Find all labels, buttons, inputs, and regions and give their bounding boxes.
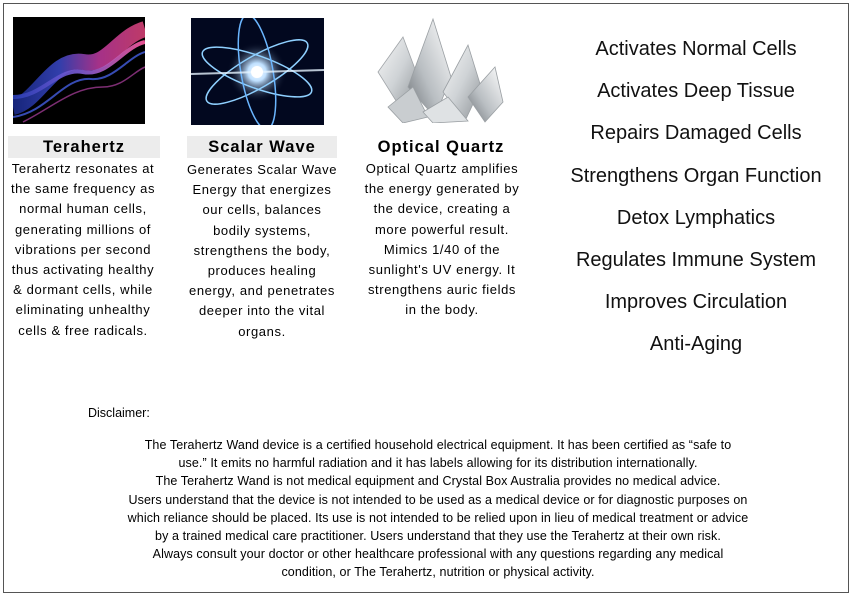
disclaimer-line: Always consult your doctor or other healthcare professional with any questions regarding any medical — [152, 547, 724, 562]
disclaimer-line: Users understand that the device is not intended to be used as a medical device or for diagnostic purposes on — [128, 492, 748, 507]
disclaimer-line: The Terahertz Wand device is a certified household electrical equipment. It has been certified as “safe to — [144, 438, 732, 452]
benefit-item: Activates Normal Cells — [595, 38, 797, 60]
benefit-item: Detox Lymphatics — [616, 206, 776, 229]
scalar-wave-title: Scalar Wave — [187, 136, 337, 158]
benefit-item: Strengthens Organ Function — [570, 164, 822, 187]
benefit-item: Improves Circulation — [604, 291, 788, 314]
benefits-list — [556, 28, 836, 366]
terahertz-wave-image — [13, 17, 145, 124]
disclaimer-line: by a trained medical care practitioner. Users understand that they use the Terahertz at their own risk. — [155, 529, 721, 544]
benefit-item: Regulates Immune System — [575, 249, 817, 272]
benefit-item: Anti-Aging — [649, 333, 743, 356]
disclaimer-line: which reliance should be placed. Its use is not intended to be relied upon in lieu of medical treatment or advice — [127, 510, 749, 525]
disclaimer-label: Disclaimer: — [88, 406, 150, 420]
quartz-crystal-image — [373, 17, 506, 123]
benefit-item: Activates Deep Tissue — [597, 80, 795, 103]
disclaimer-line: use.” It emits no harmful radiation and it has labels allowing for its distribution internationally. — [178, 456, 698, 471]
disclaimer-text — [86, 436, 790, 582]
disclaimer-line: The Terahertz Wand is not medical equipment and Crystal Box Australia provides no medical advice. — [155, 474, 721, 489]
benefit-item: Repairs Damaged Cells — [590, 122, 802, 145]
terahertz-title: Terahertz — [8, 136, 160, 158]
terahertz-description: Terahertz resonates at the same frequency as normal human cells, generating millions of vibrations per second thus activating healthy & dormant cells, while eliminating unhealthy cells & free radicals. — [10, 161, 156, 338]
optical-quartz-description: Optical Quartz amplifies the energy generated by the device, creating a more powerful result. Mimics 1/40 of the sunlight's UV energy. It strengthens auric fields in the body. — [364, 161, 520, 318]
scalar-wave-atom-image — [191, 18, 324, 125]
scalar-wave-description: Generates Scalar Wave Energy that energizes our cells, balances bodily systems, strengthens the body, produces healing energy, and penetrates deeper into the vital organs. — [186, 162, 338, 339]
disclaimer-line: condition, or The Terahertz, nutrition or physical activity. — [281, 565, 595, 580]
optical-quartz-title: Optical Quartz — [377, 138, 505, 156]
